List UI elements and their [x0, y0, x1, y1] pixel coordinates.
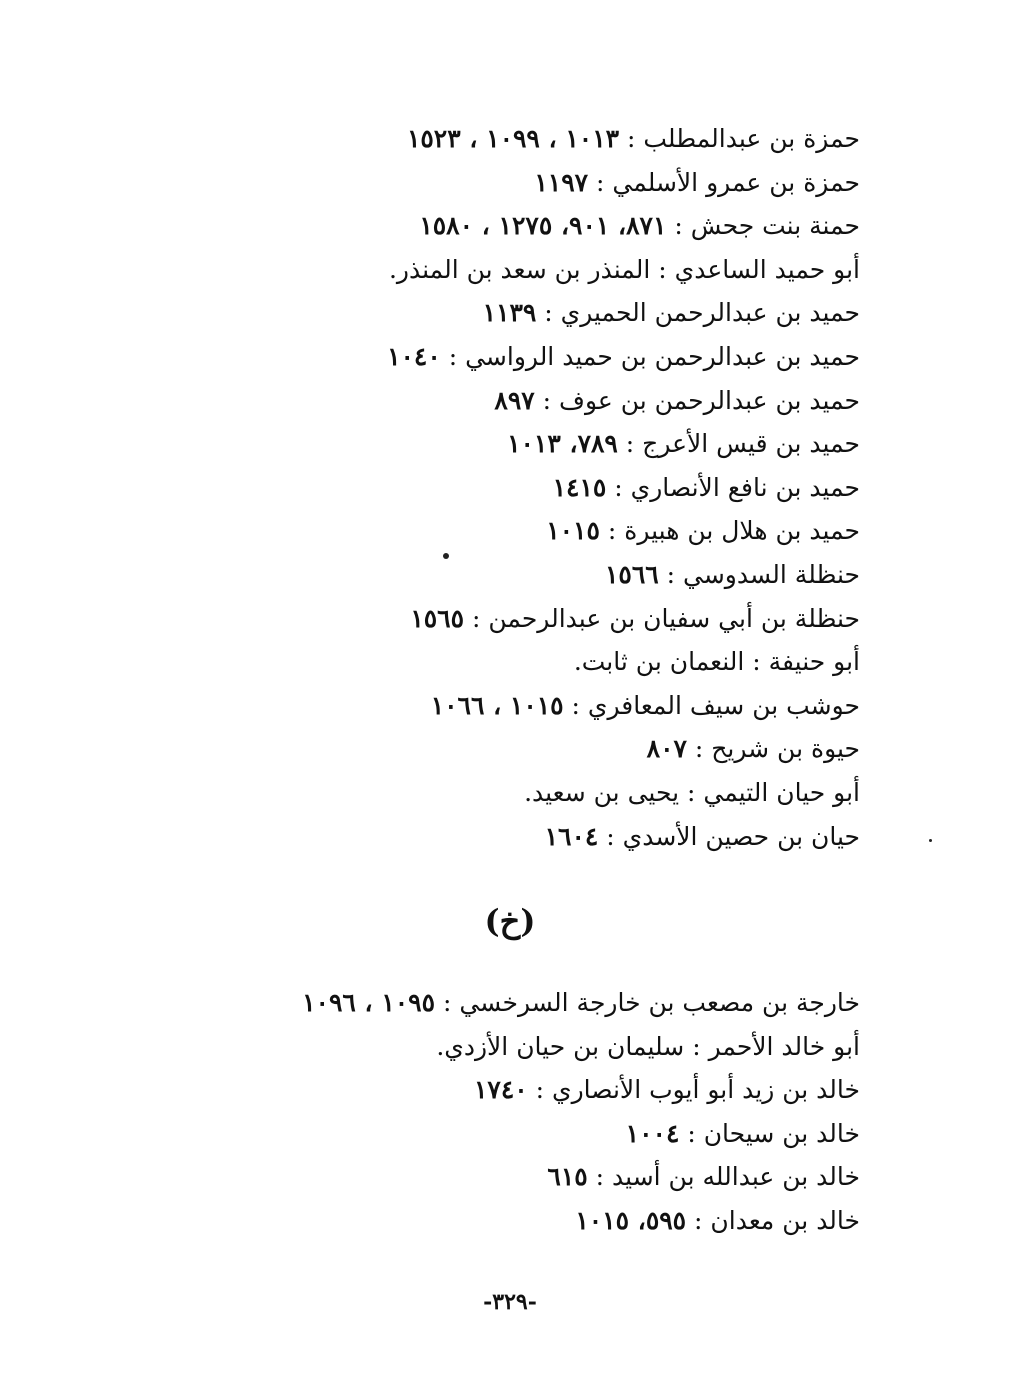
entry-refs: ١٠١٣ ، ١٠٩٩ ، ١٥٢٣ [406, 124, 620, 153]
entry-name: حميد بن عبدالرحمن بن حميد الرواسي : [440, 341, 860, 371]
index-entry [140, 597, 860, 641]
entry-name: خارجة بن مصعب بن خارجة السرخسي : [435, 988, 860, 1017]
speck-mark [443, 553, 449, 559]
index-entry [140, 466, 860, 510]
index-entry [140, 1025, 860, 1069]
entry-refs: ٧٨٩، ١٠١٣ [507, 429, 618, 459]
entry-refs: ١٠٩٥ ، ١٠٩٦ [302, 988, 436, 1017]
entry-name: أبو خالد الأحمر : سليمان بن حيان الأزدي. [436, 1031, 860, 1061]
index-entry [140, 727, 860, 771]
entry-name: خالد بن سيحان : [679, 1118, 860, 1148]
entry-name: حنظلة السدوسي : [658, 559, 860, 589]
index-entry [140, 509, 860, 553]
entry-name: أبو حميد الساعدي : المنذر بن سعد بن المنذر. [388, 254, 860, 284]
entry-name: حيوة بن شريح : [686, 734, 860, 764]
index-entry [140, 204, 860, 248]
speck-mark [929, 839, 932, 842]
entries-section-kha [140, 981, 860, 1243]
entry-name: أبو حنيفة : النعمان بن ثابت. [573, 647, 860, 677]
index-entry [140, 335, 860, 379]
entries-section-ha [140, 117, 860, 858]
index-entry [140, 422, 860, 466]
entry-refs: ١٦٠٤ [544, 821, 599, 851]
entry-name: حميد بن عبدالرحمن بن عوف : [534, 385, 860, 415]
entry-name: حمنة بنت جحش : [666, 211, 860, 241]
entry-refs: ١١٩٧ [534, 167, 589, 197]
index-entry [140, 1199, 860, 1243]
entry-refs: ٥٩٥، ١٠١٥ [575, 1205, 687, 1235]
index-entry [140, 161, 860, 205]
entry-refs: ١٥٦٦ [604, 559, 659, 589]
entry-refs: ١٠١٥ [546, 516, 600, 546]
index-entry [140, 771, 860, 815]
entry-name: حمزة بن عبدالمطلب : [619, 124, 860, 153]
entry-refs: ١٠٤٠ [387, 341, 441, 371]
index-entry [140, 981, 860, 1025]
entry-refs: ١٠١٥ ، ١٠٦٦ [430, 690, 564, 720]
entry-name: حنظلة بن أبي سفيان بن عبدالرحمن : [464, 603, 860, 633]
index-entry [140, 553, 860, 597]
index-entry [140, 1155, 860, 1199]
entry-name: حمزة بن عمرو الأسلمي : [588, 167, 860, 197]
entry-name: حيان بن حصين الأسدي : [598, 821, 860, 851]
entry-name: حميد بن عبدالرحمن الحميري : [536, 298, 860, 328]
entry-refs: ٨٠٧ [646, 734, 687, 764]
entry-name: حوشب بن سيف المعافري : [563, 690, 860, 720]
page-number: -٣٢٩- [483, 1289, 537, 1315]
index-entry [140, 379, 860, 423]
entry-name: حميد بن هلال بن هبيرة : [599, 516, 860, 546]
entry-refs: ٨٧١، ٩٠١، ١٢٧٥ ، ١٥٨٠ [419, 211, 667, 241]
entry-name: حميد بن قيس الأعرج : [617, 429, 860, 459]
entry-name: حميد بن نافع الأنصاري : [606, 472, 860, 502]
index-entry [140, 248, 860, 292]
entry-name: أبو حيان التيمي : يحيى بن سعيد. [524, 777, 860, 807]
index-entry [140, 815, 860, 859]
entry-refs: ١٤١٥ [552, 472, 607, 502]
entry-name: خالد بن معدان : [686, 1205, 860, 1235]
entry-refs: ١٥٦٥ [410, 603, 465, 633]
index-entry [140, 684, 860, 728]
index-entry [140, 640, 860, 684]
index-entry [140, 291, 860, 335]
entry-refs: ١١٣٩ [482, 298, 537, 328]
entry-refs: ٨٩٧ [494, 385, 535, 415]
entry-name: خالد بن زيد أبو أيوب الأنصاري : [527, 1075, 860, 1105]
entry-refs: ٦١٥ [547, 1162, 588, 1192]
entry-refs: ١٠٠٤ [625, 1118, 680, 1148]
section-heading-kha: (خ) [484, 902, 536, 940]
entry-refs: ١٧٤٠ [474, 1075, 528, 1105]
entry-name: خالد بن عبدالله بن أسيد : [587, 1162, 860, 1192]
index-entry [140, 1112, 860, 1156]
index-entry [140, 1068, 860, 1112]
index-entry [140, 117, 860, 161]
